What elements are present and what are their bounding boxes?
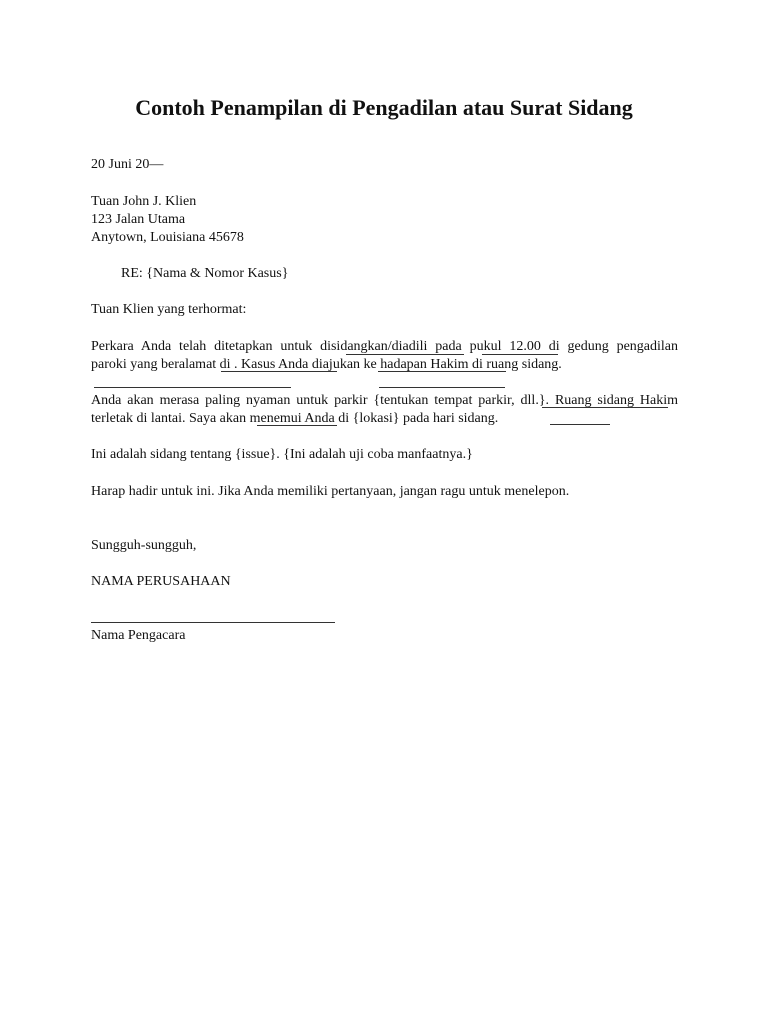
underline-ruang-sidang	[542, 407, 668, 408]
blank-line-3	[550, 424, 610, 425]
salutation: Tuan Klien yang terhormat:	[91, 302, 247, 317]
underline-pukul	[482, 354, 558, 355]
paragraph1-line1: Perkara Anda telah ditetapkan untuk disidangkan/diadili pada pukul 12.00 di gedung pengadilan	[91, 339, 678, 354]
signer-name: Nama Pengacara	[91, 628, 186, 643]
recipient-street: 123 Jalan Utama	[91, 212, 186, 227]
closing: Sungguh-sungguh,	[91, 538, 197, 553]
recipient-city: Anytown, Louisiana 45678	[91, 230, 244, 245]
company-name: NAMA PERUSAHAAN	[91, 574, 231, 589]
re-line: RE: {Nama & Nomor Kasus}	[121, 266, 289, 281]
blank-line-1	[94, 387, 291, 388]
paragraph2-line1: Anda akan merasa paling nyaman untuk parkir {tentukan tempat parkir, dll.}. Ruang sidang Hakim	[91, 393, 678, 408]
letter-date: 20 Juni 20—	[91, 157, 164, 172]
underline-disidangkan	[346, 354, 464, 355]
signature-line	[91, 622, 335, 623]
paragraph4: Harap hadir untuk ini. Jika Anda memiliki pertanyaan, jangan ragu untuk menelepon.	[91, 484, 570, 499]
blank-line-2	[379, 387, 505, 388]
underline-menemui	[257, 425, 337, 426]
paragraph2-line2: terletak di lantai. Saya akan menemui Anda di {lokasi} pada hari sidang.	[91, 411, 499, 426]
paragraph3: Ini adalah sidang tentang {issue}. {Ini adalah uji coba manfaatnya.}	[91, 447, 473, 462]
underline-hakim	[378, 371, 506, 372]
letter-title: Contoh Penampilan di Pengadilan atau Surat Sidang	[135, 95, 633, 120]
underline-alamat	[221, 371, 337, 372]
paragraph1-line2: paroki yang beralamat di . Kasus Anda diajukan ke hadapan Hakim di ruang sidang.	[91, 357, 562, 372]
recipient-name: Tuan John J. Klien	[91, 194, 197, 209]
